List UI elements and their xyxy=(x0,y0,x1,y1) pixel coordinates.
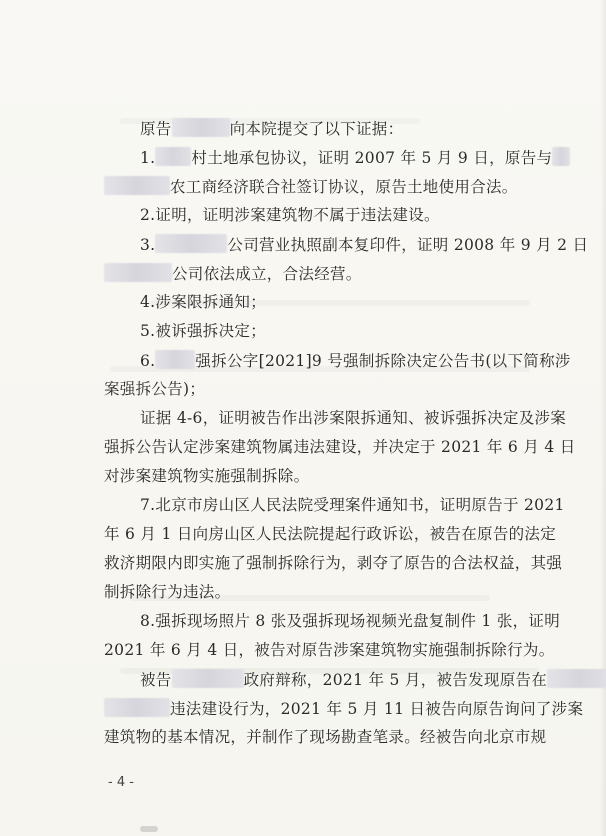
redaction xyxy=(155,350,195,369)
text-line: 年 6 月 1 日向房山区人民法院提起行政诉讼，被告在原告的法定 xyxy=(104,525,557,543)
text-line: 8.强拆现场照片 8 张及强拆现场视频光盘复制件 1 张，证明 xyxy=(140,612,561,630)
redaction xyxy=(155,147,191,166)
text-line: 原告 向本院提交了以下证据： xyxy=(140,120,404,138)
redaction xyxy=(172,669,244,688)
text-line: 5.被诉强拆决定； xyxy=(140,322,266,340)
text-line: 对涉案建筑物实施强制拆除。 xyxy=(104,467,310,485)
text-line: 6. 强拆公字[2021]9 号强制拆除决定公告书(以下简称涉 xyxy=(140,352,571,370)
text-line: 7.北京市房山区人民法院受理案件通知书，证明原告于 2021 xyxy=(140,496,565,514)
text-line: 证据 4-6，证明被告作出涉案限拆通知、被诉强拆决定及涉案 xyxy=(140,409,567,427)
text-line: 制拆除行为违法。 xyxy=(104,583,231,601)
text-line: 2021 年 6 月 4 日，被告对原告涉案建筑物实施强制拆除行为。 xyxy=(104,641,555,659)
redaction xyxy=(155,234,227,253)
redaction xyxy=(172,118,230,137)
redaction xyxy=(104,176,170,195)
redaction xyxy=(552,147,570,166)
text-line: 公司依法成立，合法经营。 xyxy=(104,263,362,284)
text-line: 农工商经济联合社签订协议，原告土地使用合法。 xyxy=(104,176,518,197)
text-line: 违法建设行为，2021 年 5 月 11 日被告向原告询问了涉案 xyxy=(104,698,583,719)
text-line: 被告 政府辩称，2021 年 5 月，被告发现原告在 xyxy=(140,669,606,690)
text-line: 4.涉案限拆通知； xyxy=(140,293,266,311)
text-line: 1. 村土地承包协议，证明 2007 年 5 月 9 日，原告与 xyxy=(140,147,570,168)
text-line: 救济期限内即实施了强制拆除行为，剥夺了原告的合法权益，其强 xyxy=(104,554,563,572)
page-number: - 4 - xyxy=(108,775,134,790)
redaction xyxy=(547,669,606,688)
text-line: 2.证明，证明涉案建筑物不属于违法建设。 xyxy=(140,206,440,224)
text-line: 案强拆公告)； xyxy=(104,380,206,398)
redaction xyxy=(104,263,172,282)
text-line: 建筑物的基本情况，并制作了现场勘查笔录。经被告向北京市规 xyxy=(104,728,547,746)
text-line: 强拆公告认定涉案建筑物属违法建设，并决定于 2021 年 6 月 4 日 xyxy=(104,438,576,456)
redaction xyxy=(104,698,170,717)
text-line: 3. 公司营业执照副本复印件，证明 2008 年 9 月 2 日 xyxy=(140,236,589,254)
